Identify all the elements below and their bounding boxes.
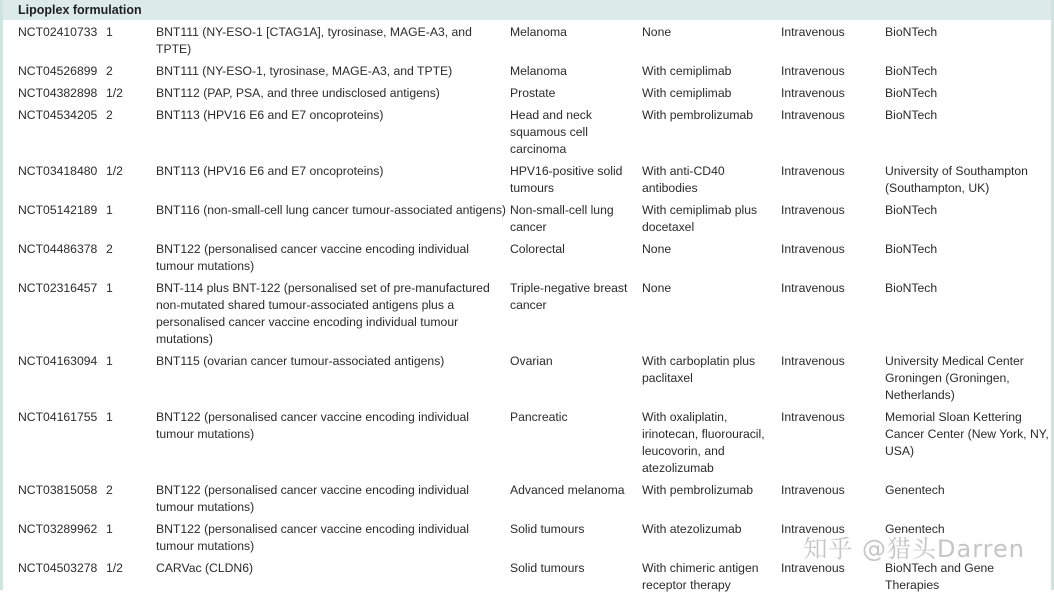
trial-id-cell: NCT04534205	[18, 108, 98, 122]
vaccine-cell: BNT116 (non-small-cell lung cancer tumour-associated antigens)	[156, 203, 506, 217]
phase-cell: 1/2	[106, 86, 123, 100]
combination-cell: With cemiplimab	[642, 64, 732, 78]
trials-table	[3, 20, 1051, 595]
trial-id-cell: NCT04382898	[18, 86, 98, 100]
phase-cell: 1/2	[106, 561, 123, 575]
table-row	[3, 478, 1051, 517]
indication-cell: Ovarian	[510, 354, 553, 368]
vaccine-cell: BNT112 (PAP, PSA, and three undisclosed antigens)	[156, 86, 440, 100]
sponsor-cell: BioNTech and Gene Therapies	[885, 561, 995, 592]
route-cell: Intravenous	[781, 108, 845, 122]
route-cell: Intravenous	[781, 25, 845, 39]
table-row	[3, 276, 1051, 349]
indication-cell: Melanoma	[510, 64, 567, 78]
sponsor-cell: BioNTech	[885, 86, 938, 100]
phase-cell: 2	[106, 242, 113, 256]
route-cell: Intravenous	[781, 410, 845, 424]
combination-cell: With pembrolizumab	[642, 108, 754, 122]
trial-id-cell: NCT04161755	[18, 410, 98, 424]
trial-id-cell: NCT03418480	[18, 164, 98, 178]
sponsor-cell: University Medical Center Groningen (Groningen, Netherlands)	[885, 354, 1024, 402]
sponsor-cell: BioNTech	[885, 281, 938, 295]
phase-cell: 2	[106, 483, 113, 497]
phase-cell: 1/2	[106, 164, 123, 178]
phase-cell: 1	[106, 522, 113, 536]
vaccine-cell: BNT111 (NY-ESO-1 [CTAG1A], tyrosinase, MAGE-A3, and TPTE)	[156, 25, 472, 56]
sponsor-cell: BioNTech	[885, 203, 938, 217]
table-row	[3, 198, 1051, 237]
trial-id-cell: NCT04503278	[18, 561, 98, 575]
vaccine-cell: BNT122 (personalised cancer vaccine encoding individual tumour mutations)	[156, 242, 469, 273]
table-row	[3, 237, 1051, 276]
trial-id-cell: NCT04526899	[18, 64, 98, 78]
indication-cell: Advanced melanoma	[510, 483, 625, 497]
vaccine-cell: BNT111 (NY-ESO-1, tyrosinase, MAGE-A3, and TPTE)	[156, 64, 453, 78]
trial-id-cell: NCT04486378	[18, 242, 98, 256]
sponsor-cell: BioNTech	[885, 64, 938, 78]
indication-cell: Melanoma	[510, 25, 567, 39]
phase-cell: 1	[106, 25, 113, 39]
trial-id-cell: NCT02316457	[18, 281, 98, 295]
indication-cell: Non-small-cell lung cancer	[510, 203, 614, 234]
trial-id-cell: NCT02410733	[18, 25, 98, 39]
combination-cell: None	[642, 281, 672, 295]
table-row	[3, 517, 1051, 556]
table-row	[3, 20, 1051, 59]
trial-id-cell: NCT03815058	[18, 483, 98, 497]
vaccine-cell: BNT122 (personalised cancer vaccine encoding individual tumour mutations)	[156, 483, 469, 514]
route-cell: Intravenous	[781, 281, 845, 295]
sponsor-cell: BioNTech	[885, 242, 938, 256]
table-row	[3, 349, 1051, 405]
vaccine-cell: BNT122 (personalised cancer vaccine encoding individual tumour mutations)	[156, 522, 469, 553]
route-cell: Intravenous	[781, 203, 845, 217]
vaccine-cell: BNT113 (HPV16 E6 and E7 oncoproteins)	[156, 164, 384, 178]
combination-cell: With carboplatin plus paclitaxel	[642, 354, 756, 385]
indication-cell: Solid tumours	[510, 522, 585, 536]
route-cell: Intravenous	[781, 354, 845, 368]
route-cell: Intravenous	[781, 522, 845, 536]
section-header: Lipoplex formulation	[3, 0, 1051, 20]
table-row	[3, 103, 1051, 159]
route-cell: Intravenous	[781, 561, 845, 575]
vaccine-cell: BNT122 (personalised cancer vaccine encoding individual tumour mutations)	[156, 410, 469, 441]
watermark: 知乎 @猎头Darren	[803, 535, 1025, 563]
phase-cell: 2	[106, 64, 113, 78]
combination-cell: None	[642, 25, 672, 39]
combination-cell: With cemiplimab plus docetaxel	[642, 203, 758, 234]
table-row	[3, 556, 1051, 595]
vaccine-cell: BNT115 (ovarian cancer tumour-associated antigens)	[156, 354, 445, 368]
trial-id-cell: NCT05142189	[18, 203, 98, 217]
sponsor-cell: Memorial Sloan Kettering Cancer Center (New York, NY, USA)	[885, 410, 1049, 458]
indication-cell: Head and neck squamous cell carcinoma	[510, 108, 592, 156]
indication-cell: Pancreatic	[510, 410, 568, 424]
table-row	[3, 159, 1051, 198]
phase-cell: 2	[106, 108, 113, 122]
route-cell: Intravenous	[781, 164, 845, 178]
sponsor-cell: Genentech	[885, 522, 945, 536]
table-row	[3, 405, 1051, 478]
phase-cell: 1	[106, 410, 113, 424]
combination-cell: With anti-CD40 antibodies	[642, 164, 725, 195]
combination-cell: With chimeric antigen receptor therapy	[642, 561, 759, 592]
vaccine-cell: CARVac (CLDN6)	[156, 561, 254, 575]
trial-id-cell: NCT04163094	[18, 354, 98, 368]
indication-cell: Triple-negative breast cancer	[510, 281, 628, 312]
route-cell: Intravenous	[781, 483, 845, 497]
indication-cell: Solid tumours	[510, 561, 585, 575]
combination-cell: None	[642, 242, 672, 256]
combination-cell: With pembrolizumab	[642, 483, 754, 497]
combination-cell: With oxaliplatin, irinotecan, fluorouracil, leucovorin, and atezolizumab	[642, 410, 765, 475]
sponsor-cell: BioNTech	[885, 108, 938, 122]
trial-id-cell: NCT03289962	[18, 522, 98, 536]
sponsor-cell: University of Southampton (Southampton, UK)	[885, 164, 1028, 195]
route-cell: Intravenous	[781, 64, 845, 78]
combination-cell: With atezolizumab	[642, 522, 742, 536]
indication-cell: Prostate	[510, 86, 556, 100]
combination-cell: With cemiplimab	[642, 86, 732, 100]
sponsor-cell: Genentech	[885, 483, 945, 497]
vaccine-cell: BNT113 (HPV16 E6 and E7 oncoproteins)	[156, 108, 384, 122]
indication-cell: Colorectal	[510, 242, 565, 256]
route-cell: Intravenous	[781, 242, 845, 256]
table-row	[3, 59, 1051, 81]
sponsor-cell: BioNTech	[885, 25, 938, 39]
phase-cell: 1	[106, 203, 113, 217]
table-row	[3, 81, 1051, 103]
vaccine-cell: BNT-114 plus BNT-122 (personalised set of pre-manufactured non-mutated shared tumour-associated antigens plus a personalised cancer vaccine encoding individual tumour mutations)	[156, 281, 490, 346]
indication-cell: HPV16-positive solid tumours	[510, 164, 623, 195]
route-cell: Intravenous	[781, 86, 845, 100]
phase-cell: 1	[106, 354, 113, 368]
phase-cell: 1	[106, 281, 113, 295]
